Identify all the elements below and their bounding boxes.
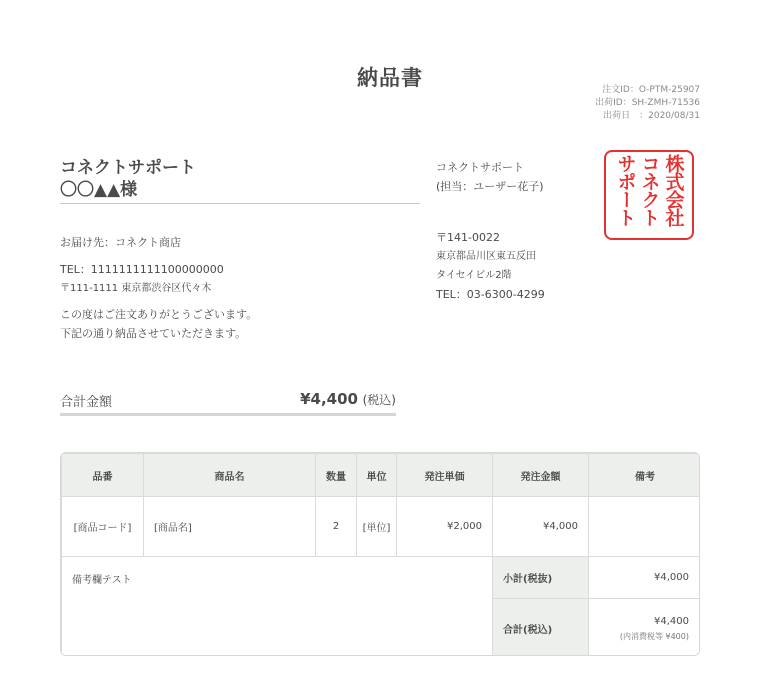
grand-total-value: ¥4,400 <box>654 615 689 627</box>
order-id: 注文ID： O-PTM-25907 <box>602 85 700 95</box>
sender-postal: 〒141-0022 <box>436 231 500 244</box>
product-code-cell: [商品コード] <box>62 497 144 557</box>
column-header: 備考 <box>589 454 701 497</box>
items-table-container <box>60 452 700 656</box>
company-seal-stamp <box>604 150 694 240</box>
greeting-message: この度はご注文ありがとうございます。 下記の通り納品させていただきます。 <box>60 308 258 340</box>
subtotal-row <box>62 557 701 599</box>
remarks-field: 備考欄テスト <box>62 557 493 657</box>
recipient-address: 〒111-1111 東京都渋谷区代々木 <box>60 283 212 294</box>
sender-contact: (担当：ユーザー花子) <box>436 180 544 193</box>
recipient-tel: TEL：1111111111100000000 <box>60 263 224 276</box>
total-tax-note: (税込) <box>362 393 396 407</box>
product-name-cell: [商品名] <box>144 497 316 557</box>
column-header: 発注単価 <box>397 454 493 497</box>
deliver-to: お届け先：コネクト商店 <box>60 236 181 249</box>
column-header: 数量 <box>316 454 357 497</box>
column-header: 単位 <box>357 454 397 497</box>
grand-total-label: 合計(税込) <box>493 599 589 657</box>
total-amount: ¥4,400 <box>300 390 358 408</box>
quantity-cell: 2 <box>316 497 357 557</box>
recipient-block <box>60 157 420 204</box>
unit-price-cell: ¥2,000 <box>397 497 493 557</box>
included-tax-note: (内消費税等 ¥400) <box>619 631 689 641</box>
column-header: 発注金額 <box>493 454 589 497</box>
table-row <box>62 497 701 557</box>
column-header: 商品名 <box>144 454 316 497</box>
stamp-column-2: コネクト <box>638 154 661 226</box>
subtotal-label: 小計(税抜) <box>493 557 589 599</box>
grand-total-cell <box>589 599 701 657</box>
sender-name: コネクトサポート <box>436 161 524 174</box>
items-table <box>61 453 700 656</box>
total-amount-summary <box>60 389 396 416</box>
table-header-row <box>62 454 701 497</box>
sender-address-line2: タイセイビル2階 <box>436 270 512 281</box>
column-header: 品番 <box>62 454 144 497</box>
ship-date: 出荷日 ： 2020/08/31 <box>603 111 700 121</box>
order-meta <box>595 84 700 123</box>
sender-address <box>436 228 545 304</box>
total-label: 合計金額 <box>60 395 113 410</box>
subtotal-value: ¥4,000 <box>589 557 701 599</box>
amount-cell: ¥4,000 <box>493 497 589 557</box>
recipient-name: 〇〇▲▲様 <box>60 180 138 200</box>
remarks-cell <box>589 497 701 557</box>
stamp-column-3: サポート <box>614 154 637 226</box>
shipment-id: 出荷ID： SH-ZMH-71536 <box>595 98 700 108</box>
unit-cell: [単位] <box>357 497 397 557</box>
sender-address-line1: 東京都品川区東五反田 <box>436 251 536 262</box>
sender-tel: TEL：03-6300-4299 <box>436 288 545 301</box>
document-title: 納品書 <box>357 66 423 90</box>
recipient-company: コネクトサポート <box>60 158 196 178</box>
stamp-column-1: 株式会社 <box>662 154 685 226</box>
sender-block <box>436 158 544 196</box>
